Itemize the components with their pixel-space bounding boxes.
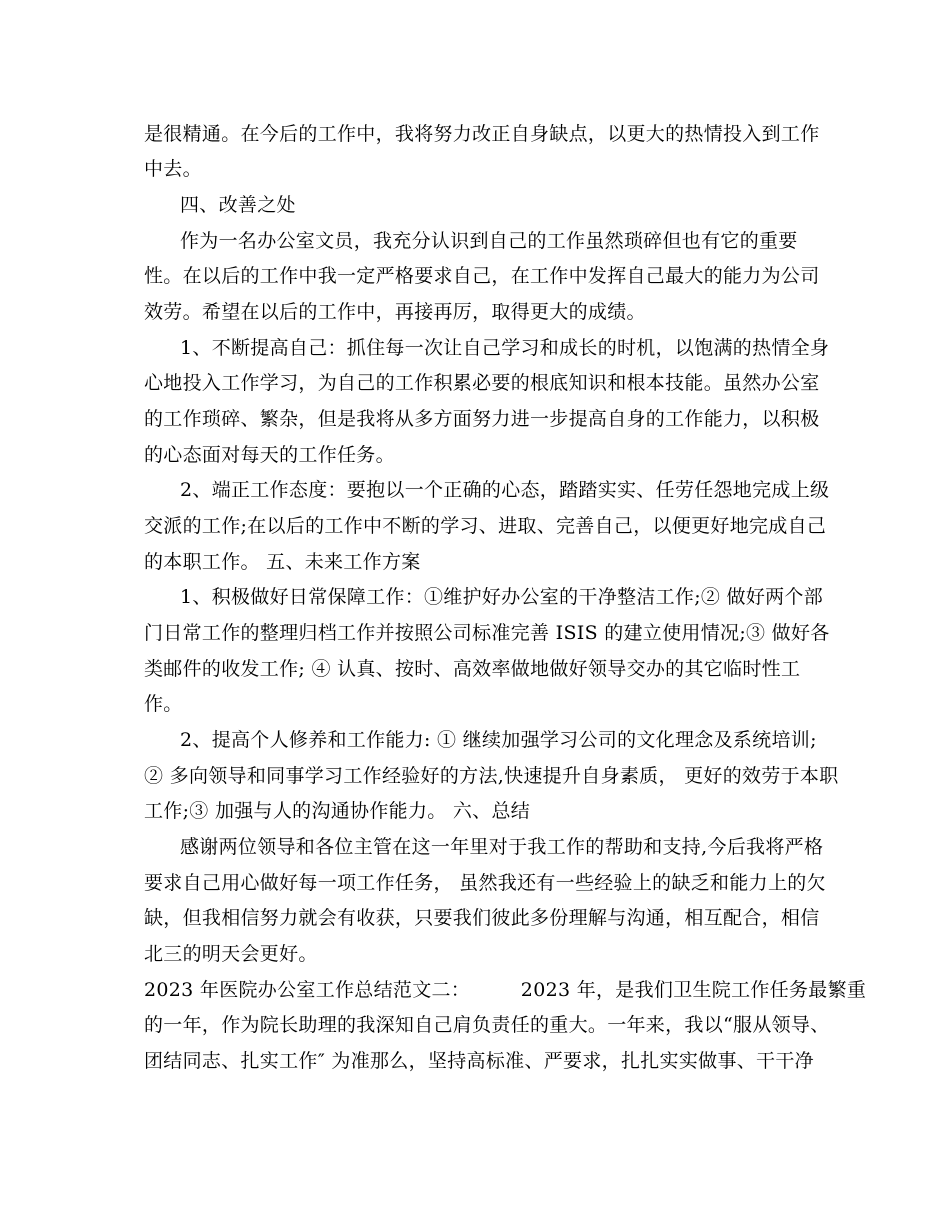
text-line: 工作;③ 加强与人的沟通协作能力。 六、总结 bbox=[144, 800, 531, 822]
text-line: 是很精通。在今后的工作中，我将努力改正自身缺点，以更大的热情投入到工作 bbox=[144, 123, 820, 145]
text-line: 效劳。希望在以后的工作中，再接再厉，取得更大的成绩。 bbox=[144, 301, 646, 323]
text-line: 北三的明天会更好。 bbox=[144, 943, 318, 965]
text-line: 作为一名办公室文员，我充分认识到自己的工作虽然琐碎但也有它的重要 bbox=[180, 230, 798, 252]
text-line: 1、积极做好日常保障工作：①维护好办公室的干净整洁工作;② 做好两个部 bbox=[180, 586, 824, 608]
section-heading: 四、改善之处 bbox=[180, 194, 296, 216]
text-line: 的心态面对每天的工作任务。 bbox=[144, 444, 395, 466]
text-line: 作。 bbox=[144, 693, 183, 715]
text-line: 2023 年医院办公室工作总结范文二： 2023 年，是我们卫生院工作任务最繁重 bbox=[144, 979, 867, 1001]
text-line: 1、不断提高自己：抓住每一次让自己学习和成长的时机，以饱满的热情全身 bbox=[180, 337, 830, 359]
text-line: 类邮件的收发工作; ④ 认真、按时、高效率做地做好领导交办的其它临时性工 bbox=[144, 658, 801, 680]
text-line: 交派的工作;在以后的工作中不断的学习、进取、完善自己，以便更好地完成自己 bbox=[144, 515, 827, 537]
text-line: 的工作琐碎、繁杂，但是我将从多方面努力进一步提高自身的工作能力，以积极 bbox=[144, 408, 820, 430]
text-line: 2、端正工作态度：要抱以一个正确的心态，踏踏实实、任劳任怨地完成上级 bbox=[180, 479, 830, 501]
text-line: 性。在以后的工作中我一定严格要求自己，在工作中发挥自己最大的能力为公司 bbox=[144, 265, 820, 287]
text-line: 2、提高个人修养和工作能力: ① 继续加强学习公司的文化理念及系统培训; bbox=[180, 729, 817, 751]
text-line: 门日常工作的整理归档工作并按照公司标准完善 ISIS 的建立使用情况;③ 做好各 bbox=[144, 622, 830, 644]
text-line: 要求自己用心做好每一项工作任务， 虽然我还有一些经验上的缺乏和能力上的欠 bbox=[144, 872, 826, 894]
text-line: 的本职工作。 五、未来工作方案 bbox=[144, 551, 421, 573]
text-line: 的一年，作为院长助理的我深知自己肩负责任的重大。一年来，我以“服从领导、 bbox=[144, 1014, 830, 1036]
text-line: 感谢两位领导和各位主管在这一年里对于我工作的帮助和支持,今后我将严格 bbox=[180, 836, 824, 858]
text-line: 缺，但我相信努力就会有收获，只要我们彼此多份理解与沟通，相互配合，相信 bbox=[144, 907, 820, 929]
text-line: 团结同志、扎实工作″ 为准那么，坚持高标准、严要求，扎扎实实做事、干干净 bbox=[144, 1050, 814, 1072]
text-line: 中去。 bbox=[144, 158, 202, 180]
text-line: ② 多向领导和同事学习工作经验好的方法,快速提升自身素质， 更好的效劳于本职 bbox=[144, 765, 839, 787]
text-line: 心地投入工作学习，为自己的工作积累必要的根底知识和根本技能。虽然办公室 bbox=[144, 372, 820, 394]
